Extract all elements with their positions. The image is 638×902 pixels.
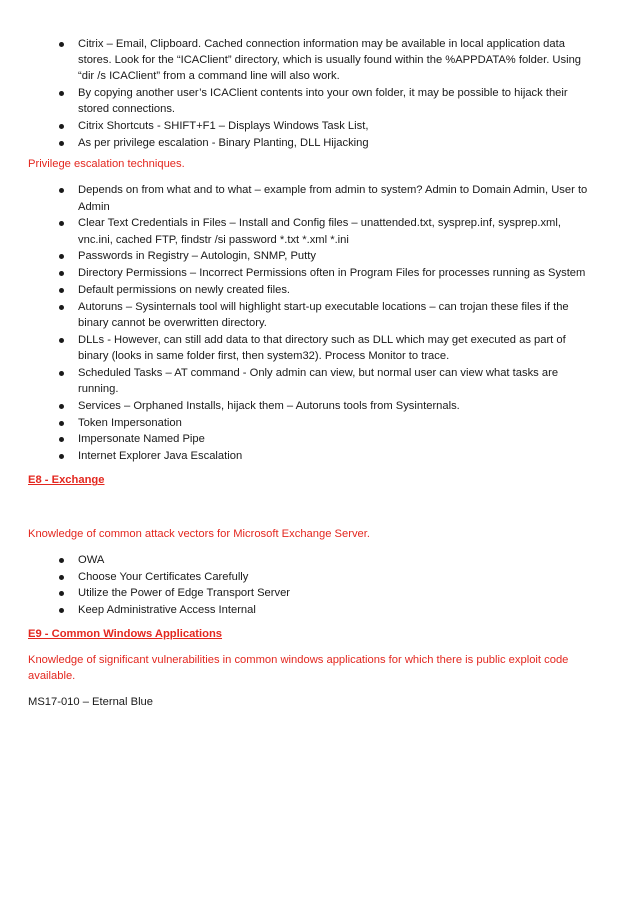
list-item: Impersonate Named Pipe <box>28 431 598 447</box>
section-heading-e9: E9 - Common Windows Applications <box>28 628 223 641</box>
list-item: Directory Permissions – Incorrect Permissions often in Program Files for processes running as System <box>28 265 598 281</box>
bullet-icon <box>59 42 64 47</box>
privesc-bullet-list <box>28 182 598 464</box>
bullet-icon <box>59 371 64 376</box>
bullet-icon <box>59 305 64 310</box>
list-item: Depends on from what and to what – example from admin to system? Admin to Domain Admin, User to Admin <box>28 182 598 214</box>
bullet-icon <box>59 437 64 442</box>
list-item: By copying another user’s ICAClient contents into your own folder, it may be possible to hijack their stored connections. <box>28 85 598 117</box>
section-heading-e8: E8 - Exchange <box>28 474 105 487</box>
bullet-icon <box>59 141 64 146</box>
bullet-icon <box>59 271 64 276</box>
bullet-icon <box>59 421 64 426</box>
list-item: Passwords in Registry – Autologin, SNMP, Putty <box>28 248 598 264</box>
citrix-bullet-list <box>28 36 598 151</box>
e9-intro: Knowledge of significant vulnerabilities in common windows applications for which there is public exploit code available. <box>28 653 569 682</box>
list-item: OWA <box>28 552 598 568</box>
list-item: Citrix Shortcuts - SHIFT+F1 – Displays Windows Task List, <box>28 118 598 134</box>
list-item: Keep Administrative Access Internal <box>28 602 598 618</box>
document-content <box>28 36 598 720</box>
bullet-icon <box>59 254 64 259</box>
spacer <box>28 489 598 517</box>
list-item: Internet Explorer Java Escalation <box>28 448 598 464</box>
bullet-icon <box>59 188 64 193</box>
list-item: Citrix – Email, Clipboard. Cached connection information may be available in local application data stores. Look for the “ICAClient” directory, which is usually found within the %APPDATA% folder. Using “dir /s ICAClient” from a command line will also work. <box>28 36 598 85</box>
bullet-icon <box>59 404 64 409</box>
list-item: Scheduled Tasks – AT command - Only admin can view, but normal user can view what tasks are running. <box>28 365 598 397</box>
bullet-icon <box>59 558 64 563</box>
bullet-icon <box>59 338 64 343</box>
list-item: Utilize the Power of Edge Transport Server <box>28 585 598 601</box>
bullet-icon <box>59 221 64 226</box>
e8-intro: Knowledge of common attack vectors for Microsoft Exchange Server. <box>28 527 370 540</box>
bullet-icon <box>59 91 64 96</box>
e8-bullet-list <box>28 552 598 619</box>
list-item: Clear Text Credentials in Files – Install and Config files – unattended.txt, sysprep.inf, sysprep.xml, vnc.ini, cached FTP, findstr /si password *.txt *.xml *.ini <box>28 215 598 247</box>
list-item: As per privilege escalation - Binary Planting, DLL Hijacking <box>28 135 598 151</box>
bullet-icon <box>59 288 64 293</box>
bullet-icon <box>59 124 64 129</box>
list-item: Token Impersonation <box>28 415 598 431</box>
privesc-title: Privilege escalation techniques. <box>28 158 185 171</box>
list-item: Services – Orphaned Installs, hijack them – Autoruns tools from Sysinternals. <box>28 398 598 414</box>
list-item: Autoruns – Sysinternals tool will highlight start-up executable locations – can trojan these files if the binary cannot be overwritten directory. <box>28 299 598 331</box>
bullet-icon <box>59 608 64 613</box>
bullet-icon <box>59 575 64 580</box>
list-item: Default permissions on newly created files. <box>28 282 598 298</box>
list-item: DLLs - However, can still add data to that directory such as DLL which may get executed as part of binary (looks in same folder first, then system32). Process Monitor to trace. <box>28 332 598 364</box>
e9-note: MS17-010 – Eternal Blue <box>28 696 154 708</box>
bullet-icon <box>59 591 64 596</box>
bullet-icon <box>59 454 64 459</box>
list-item: Choose Your Certificates Carefully <box>28 569 598 585</box>
